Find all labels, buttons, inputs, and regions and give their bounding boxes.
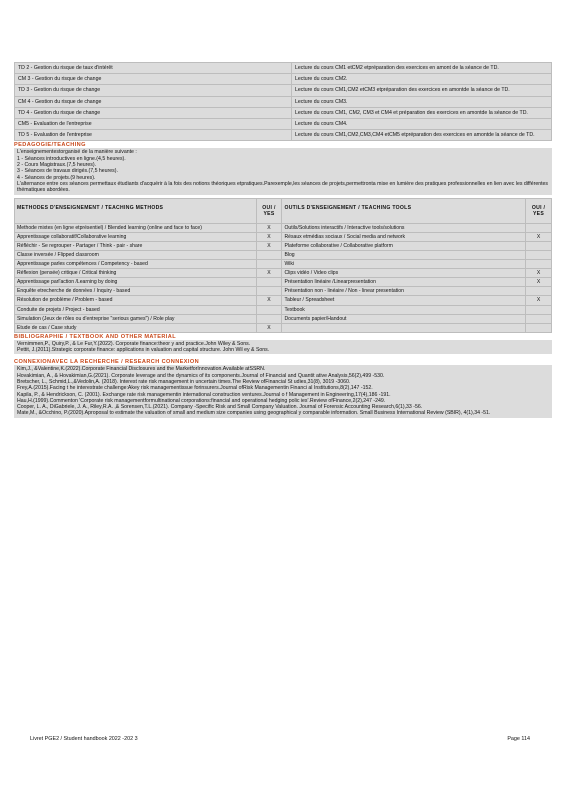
tool-check <box>526 241 552 250</box>
teaching-tool: Documents papier/Handout <box>282 314 526 323</box>
method-check <box>256 260 282 269</box>
pedagogy-line: L'alternance entre ces séances permettaux étudiants d'acquérir à la fois des notions théoriques etpratiques.Parexemple,les séances de projets,permettronta mise en lumière des pratiques professionnelles en lien avec les différentes thématiques abordées. <box>17 180 549 194</box>
schedule-session: TD 2 - Gestion du risque de taux d'intérêt <box>15 63 292 74</box>
teaching-tool: Présentation non - linéaire / Non - linear presentation <box>282 287 526 296</box>
research-reference: Kapila, P., & Hendrickson, C. (2001). Exchange rate risk managementin international construction ventures.Journal o f Management in Engineering,17(4),186 -191. <box>17 391 391 398</box>
methods-header: METHODES D'ENSEIGNEMENT / TEACHING METHODS <box>15 198 257 223</box>
pedagogy-heading: PEDAGOGIE/TEACHING <box>14 142 86 149</box>
teaching-method: Simulation (Jeux de rôles ou d'entreprise "serious games") / Role play <box>15 314 257 323</box>
teaching-method: Résolution de problème / Problem - based <box>15 296 257 305</box>
schedule-row <box>15 63 552 74</box>
methods-yes-header: OUI / YES <box>256 198 282 223</box>
method-check: X <box>256 232 282 241</box>
teaching-method: Methode mixtes (en ligne etprésentiel) / Blended learning (online and face to face) <box>15 223 257 232</box>
method-check: X <box>256 269 282 278</box>
teaching-method: Apprentissage parles compétences / Competency - based <box>15 260 257 269</box>
teaching-tool: Outils/Solutions interactifs / Interactive tools/solutions <box>282 223 526 232</box>
research-reference: Mate,M., &Occhino, P.(2020).Aproposal to estimate the valuation of small and medium size companies using geographical y comparable information. Small Business International Review (SBIR), 4(1),34 -51. <box>17 410 491 417</box>
teaching-tool: Clips vidéo / Video clips <box>282 269 526 278</box>
methods-row <box>15 260 552 269</box>
research-reference: Cooper, L. A., DiGabriele, J. A., Riley,R.A. ,& Sorensen,T.L.(2021). Company -Specific Risk and Small Company Valuation. Journal of Forensic Accounting Research,6(1),33 -56. <box>17 404 423 411</box>
methods-row <box>15 269 552 278</box>
methods-row <box>15 241 552 250</box>
methods-table <box>14 198 552 333</box>
schedule-preparation: Lecture du cours CM3. <box>292 96 552 107</box>
method-check: X <box>256 241 282 250</box>
schedule-row <box>15 107 552 118</box>
pedagogy-line: 2 - Cours Magistraux.(7,5 heures). <box>17 162 96 169</box>
tools-header: OUTILS D'ENSEIGNEMENT / TEACHING TOOLS <box>282 198 526 223</box>
teaching-method: Apprentissage parl'action /Learning by doing <box>15 278 257 287</box>
schedule-preparation: Lecture du cours CM1,CM2,CM3,CM4 etCM5 etpréparation des exercices en amontde la séance de TD. <box>292 130 552 141</box>
teaching-tool <box>282 323 526 332</box>
tool-check: X <box>526 232 552 241</box>
schedule-preparation: Lecture du cours CM2. <box>292 74 552 85</box>
methods-row <box>15 314 552 323</box>
teaching-method: Réfléchir - Se regrouper - Partager / Think - pair - share <box>15 241 257 250</box>
pedagogy-line: 3 - Séances de travaux dirigés.(7,5 heures). <box>17 168 118 175</box>
method-check <box>256 278 282 287</box>
method-check: X <box>256 323 282 332</box>
research-block <box>14 365 552 417</box>
research-reference: Frey,A.(2015).Facing t he interestrate challenge:Akey risk managementissue forinsurers.Journal ofRisk Managementin Financi al Institutions,8(2),147 -152. <box>17 385 373 392</box>
schedule-row <box>15 96 552 107</box>
tool-check: X <box>526 278 552 287</box>
teaching-method: Classe inversée / Flipped classroom <box>15 250 257 259</box>
schedule-session: TD 3 - Gestion du risque de change <box>15 85 292 96</box>
research-heading: CONNEXIONAVEC LA RECHERCHE / RESEARCH CONNEXION <box>14 359 200 366</box>
bibliography-block <box>14 340 552 355</box>
pedagogy-block <box>14 148 552 194</box>
schedule-preparation: Lecture du cours CM1, CM2, CM3 et CM4 et préparation des exercices en amontde la séance de TD. <box>292 107 552 118</box>
schedule-preparation: Lecture du cours CM4. <box>292 119 552 130</box>
footer-handbook-label: Livret PGE2 / Student handbook 2022 -202 3 <box>30 736 138 742</box>
page-footer <box>30 736 530 742</box>
pedagogy-line: L'enseignementestorganisé de la manière suivante : <box>17 149 137 156</box>
methods-row <box>15 305 552 314</box>
method-check: X <box>256 296 282 305</box>
method-check: X <box>256 223 282 232</box>
methods-row <box>15 278 552 287</box>
tool-check: X <box>526 296 552 305</box>
pedagogy-line: 1 - Séances introductives en ligne.(4,5 heures). <box>17 155 126 162</box>
research-reference: Kim,J., &Valentine,K.(2022).Corporate Financial Disclosures and the MarketforInnovation.Available atSSRN. <box>17 366 266 373</box>
tool-check <box>526 250 552 259</box>
teaching-method: Etude de cas / Case study <box>15 323 257 332</box>
method-check <box>256 305 282 314</box>
bibliography-entry: Vernimmen,P., Quiry,P., & Le Fur,Y.(2022). Corporate finance:theor y and practice.John Wiley & Sons. <box>17 340 251 347</box>
teaching-method: Conduite de projets / Project - based <box>15 305 257 314</box>
teaching-tool: Blog <box>282 250 526 259</box>
page <box>14 62 552 418</box>
bibliography-entry: Pettit, J.(2011).Strategic corporate finance: applications in valuation and capital structure. John Wil ey & Sons. <box>17 347 270 354</box>
methods-row <box>15 296 552 305</box>
teaching-tool: Plateforme collaborative / Collaborative platform <box>282 241 526 250</box>
method-check <box>256 250 282 259</box>
bibliography-heading: BIBLIOGRAPHIE / TEXTBOOK AND OTHER MATERIAL <box>14 333 177 340</box>
schedule-session: TD 5 - Evaluation de l'entreprise <box>15 130 292 141</box>
teaching-method: Réflexion (pensée) critique / Critical thinking <box>15 269 257 278</box>
research-reference: Hovakimian, A., & Hovakimian,G.(2021). Corporate leverage and the dynamics of its components.Journal of Financial and Quantit ative Analysis,56(2),499 -530. <box>17 372 385 379</box>
tool-check <box>526 323 552 332</box>
research-reference: Bretscher, L., Schmid,L.,&Vedolin,A. (2018). Interest rate risk management in uncertain times.The Review ofFinancial St udies,31(8), 3019 -3060. <box>17 379 351 385</box>
teaching-tool: Wiki <box>282 260 526 269</box>
methods-row <box>15 250 552 259</box>
methods-row <box>15 232 552 241</box>
schedule-session: CM5 - Evaluation de l'entreprise <box>15 119 292 130</box>
schedule-row <box>15 74 552 85</box>
schedule-session: TD 4 - Gestion du risque de change <box>15 107 292 118</box>
tool-check <box>526 305 552 314</box>
teaching-method: Enquête etrecherche de données / Inquiry - based <box>15 287 257 296</box>
pedagogy-line: 4 - Séances de projets.(9 heures). <box>17 174 96 181</box>
schedule-row <box>15 119 552 130</box>
tool-check <box>526 260 552 269</box>
teaching-tool: Résaux etmédias sociaux / Social media and network <box>282 232 526 241</box>
teaching-tool: Tableur / Spreadsheet <box>282 296 526 305</box>
schedule-preparation: Lecture du cours CM1 etCM2 etpréparation des exercices en amont de la séance de TD. <box>292 63 552 74</box>
method-check <box>256 287 282 296</box>
method-check <box>256 314 282 323</box>
schedule-row <box>15 85 552 96</box>
tool-check <box>526 223 552 232</box>
footer-page-number: Page 114 <box>507 736 530 742</box>
teaching-tool: Textbook <box>282 305 526 314</box>
methods-row <box>15 223 552 232</box>
schedule-table <box>14 62 552 141</box>
tools-yes-header: OUI / YES <box>526 198 552 223</box>
methods-row <box>15 287 552 296</box>
tool-check: X <box>526 269 552 278</box>
schedule-row <box>15 130 552 141</box>
schedule-preparation: Lecture du cours CM1,CM2 etCM3 etpréparation des exercices en amontde la séance de TD. <box>292 85 552 96</box>
methods-row <box>15 323 552 332</box>
teaching-method: Apprentissage collaboratif/Collaborative learning <box>15 232 257 241</box>
teaching-tool: Présentation linéaire /Linearpresentation <box>282 278 526 287</box>
schedule-session: CM 4 - Gestion du risque de change <box>15 96 292 107</box>
tool-check <box>526 287 552 296</box>
research-reference: Hau,H.(1999).Commenton 'Corporate risk managementformultinational corporations:financial and operational hedging polic ies'.Review ofFinance,2(2),247 -249. <box>17 397 386 404</box>
tool-check <box>526 314 552 323</box>
schedule-session: CM 3 - Gestion du risque de change <box>15 74 292 85</box>
